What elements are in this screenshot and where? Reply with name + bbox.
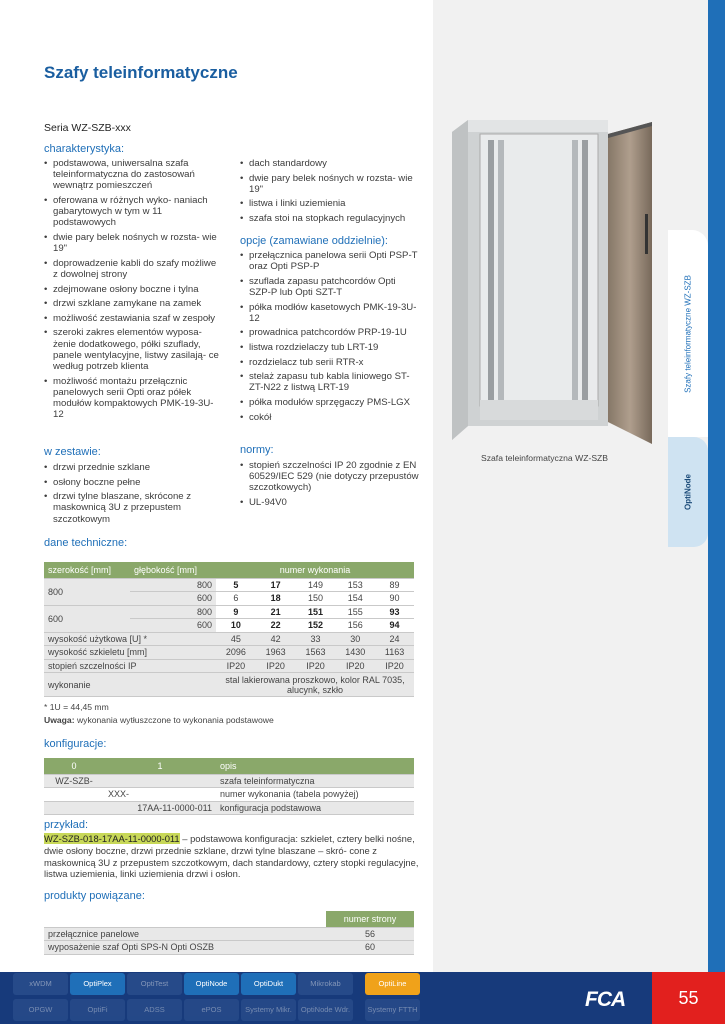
number-cell: 151	[296, 605, 336, 619]
list-item: • drzwi szklane zamykane na zamek	[44, 298, 222, 309]
cell: IP20	[375, 659, 414, 673]
section-example: przykład:	[44, 819, 89, 831]
row-label: wykonanie	[44, 673, 216, 697]
options-list	[240, 250, 420, 426]
cell: 45	[216, 632, 256, 646]
table-row	[44, 673, 414, 697]
number-cell: 153	[335, 578, 375, 592]
section-characteristics: charakterystyka:	[44, 143, 125, 155]
edge-strip	[708, 0, 725, 972]
th-col0: 0	[44, 758, 104, 774]
side-tab-category-label: Szafy teleinformatyczne WZ-SZB	[683, 274, 693, 393]
cell: IP20	[256, 659, 296, 673]
norms-list	[240, 460, 420, 512]
note-remark	[44, 715, 274, 725]
list-item: • szeroki zakres elementów wyposa- żenie dodatkowego, półki szuflady, panele wentylacyjne, listwy zasilają- ce według potrzeb klienta	[44, 327, 222, 372]
number-cell: 156	[335, 619, 375, 633]
cell: 42	[256, 632, 296, 646]
photo-caption: Szafa teleinformatyczna WZ-SZB	[481, 453, 609, 463]
th-page: numer strony	[326, 911, 414, 927]
th-col1: 1	[104, 758, 216, 774]
fca-logo: FCA	[585, 988, 626, 1011]
row-label: wysokość szkieletu [mm]	[44, 646, 216, 660]
cell: 2096	[216, 646, 256, 660]
list-item: • dwie pary belek nośnych w rozsta- wie 19"	[44, 232, 222, 254]
list-item: • prowadnica patchcordów PRP-19-1U	[240, 327, 420, 338]
table-row	[44, 927, 414, 941]
side-tab-brand[interactable]	[668, 437, 708, 547]
width-cell: 800	[44, 578, 130, 605]
number-cell: 152	[296, 619, 336, 633]
row-label: stopień szczelności IP	[44, 659, 216, 673]
list-item: • stopień szczelności IP 20 zgodnie z EN 60529/IEC 529 (nie dotyczy przepustów szczotkowych)	[240, 460, 420, 494]
example-paragraph	[44, 833, 420, 880]
related-page: 60	[326, 941, 414, 955]
cell: IP20	[216, 659, 256, 673]
number-cell: 94	[375, 619, 414, 633]
list-item: • listwa i linki uziemienia	[240, 198, 420, 209]
characteristics-list-right	[240, 158, 420, 228]
related-page: 56	[326, 927, 414, 941]
cell: 24	[375, 632, 414, 646]
example-text: – podstawowa konfiguracja: szkielet, cztery belki nośne, dwie osłony boczne, drzwi przednie szklane, drzwi tylne blaszane – skró- cone z maskownicą 3U z przepustem szczotkowym, dach standardowy, cztery stopki regulacyjne, listwa uziemienia, linki uziemienia drzwi i osłon.	[44, 833, 419, 880]
list-item: • szuflada zapasu patchcordów Opti SZP-P lub Opti SZT-T	[240, 276, 420, 298]
list-item: • dach standardowy	[240, 158, 420, 169]
number-cell: 89	[375, 578, 414, 592]
list-item: • dwie pary belek nośnych w rozsta- wie 19"	[240, 173, 420, 195]
related-table	[44, 911, 414, 955]
number-cell: 18	[256, 592, 296, 606]
row-label: wysokość użytkowa [U] *	[44, 632, 216, 646]
depth-cell: 800	[130, 578, 216, 592]
number-cell: 10	[216, 619, 256, 633]
cell: 1563	[296, 646, 336, 660]
cell: WZ-SZB-	[44, 774, 104, 788]
section-tech-data: dane techniczne:	[44, 537, 128, 549]
list-item: • możliwość montażu przełącznic panelowych serii Opti oraz półek modułów kompaktowych PMK-19-3U-12	[44, 376, 222, 421]
section-options: opcje (zamawiane oddzielnie):	[240, 235, 388, 247]
list-item: • drzwi przednie szklane	[44, 462, 222, 473]
number-cell: 21	[256, 605, 296, 619]
number-cell: 154	[335, 592, 375, 606]
section-norms: normy:	[240, 444, 274, 456]
number-cell: 5	[216, 578, 256, 592]
section-included: w zestawie:	[44, 446, 101, 458]
finish-cell	[216, 673, 414, 697]
list-item: • zdejmowane osłony boczne i tylna	[44, 284, 222, 295]
width-cell: 600	[44, 605, 130, 632]
example-code: WZ-SZB-018-17AA-11-0000-011	[44, 833, 180, 844]
note-remark-label: Uwaga:	[44, 715, 75, 725]
footer-nav-secondary-3[interactable]: ePOS	[184, 999, 239, 1021]
depth-cell: 800	[130, 605, 216, 619]
table-row	[44, 941, 414, 955]
list-item: • szafa stoi na stopkach regulacyjnych	[240, 213, 420, 224]
number-cell: 17	[256, 578, 296, 592]
footer-nav-secondary-2[interactable]: ADSS	[127, 999, 182, 1021]
number-cell: 22	[256, 619, 296, 633]
number-cell: 150	[296, 592, 336, 606]
cell: 30	[335, 632, 375, 646]
footer-nav-secondary-1[interactable]: OptiFi	[70, 999, 125, 1021]
list-item: • UL-94V0	[240, 497, 420, 508]
finish-line-2: alucynk, szkło	[286, 684, 344, 695]
table-row	[44, 774, 414, 788]
footer-nav-secondary-4[interactable]: Systemy Mikr.	[241, 999, 296, 1021]
number-cell: 6	[216, 592, 256, 606]
config-table	[44, 758, 414, 815]
section-related: produkty powiązane:	[44, 890, 145, 902]
list-item: • doprowadzenie kabli do szafy możliwe z dowolnej strony	[44, 258, 222, 280]
table-row	[44, 605, 414, 619]
list-item: • podstawowa, uniwersalna szafa teleinformatyczna do zastosowań wewnątrz pomieszczeń	[44, 158, 222, 192]
table-row	[44, 801, 414, 815]
footer-nav-secondary-6[interactable]: Systemy FTTH	[365, 999, 420, 1021]
note-unit: * 1U = 44,45 mm	[44, 702, 109, 712]
cell: 17AA-11-0000-011	[104, 801, 216, 815]
section-config: konfiguracje:	[44, 738, 107, 750]
cell: 1163	[375, 646, 414, 660]
list-item: • rozdzielacz tub serii RTR-x	[240, 357, 420, 368]
cell: numer wykonania (tabela powyżej)	[216, 788, 414, 802]
list-item: • listwa rozdzielaczy tub LRT-19	[240, 342, 420, 353]
table-row	[44, 646, 414, 660]
list-item: • półka modułów sprzęgaczy PMS-LGX	[240, 397, 420, 408]
table-row	[44, 578, 414, 592]
footer-nav-optiline[interactable]: OptiLine	[365, 973, 420, 995]
tech-data-table	[44, 562, 414, 697]
footer-nav-secondary-0[interactable]: OPGW	[13, 999, 68, 1021]
cell: IP20	[335, 659, 375, 673]
number-cell: 155	[335, 605, 375, 619]
list-item: • stelaż zapasu tub kabla liniowego ST-ZT-N22 z listwą LRT-19	[240, 371, 420, 393]
list-item: • oferowana w różnych wyko- naniach gabarytowych w tym w 11 podstawowych	[44, 195, 222, 229]
cell: 33	[296, 632, 336, 646]
depth-cell: 600	[130, 619, 216, 633]
list-item: • osłony boczne pełne	[44, 477, 222, 488]
th-number: numer wykonania	[216, 562, 414, 578]
table-row	[44, 632, 414, 646]
list-item: • możliwość zestawiania szaf w zespoły	[44, 313, 222, 324]
number-cell: 90	[375, 592, 414, 606]
th-width: szerokość [mm]	[44, 562, 130, 578]
cabinet-photo	[440, 114, 656, 444]
footer-nav-xwdm[interactable]: xWDM	[13, 973, 68, 995]
table-row	[44, 659, 414, 673]
number-cell: 9	[216, 605, 256, 619]
cell: szafa teleinformatyczna	[216, 774, 414, 788]
page-number: 55	[652, 972, 725, 1024]
side-tab-brand-label: OptiNode	[683, 474, 693, 510]
finish-line-1: stal lakierowana proszkowo, kolor RAL 7035,	[225, 674, 405, 685]
series-name: Seria WZ-SZB-xxx	[44, 122, 131, 134]
footer-nav-secondary-5[interactable]: OptiNode Wdr.	[298, 999, 353, 1021]
depth-cell: 600	[130, 592, 216, 606]
list-item: • drzwi tylne blaszane, skrócone z maskownicą 3U z przepustem szczotkowym	[44, 491, 222, 525]
cell: IP20	[296, 659, 336, 673]
characteristics-list-left	[44, 158, 222, 424]
related-name[interactable]: przełącznice panelowe	[44, 927, 326, 941]
included-list	[44, 462, 222, 528]
footer-nav-optitest[interactable]: OptiTest	[127, 973, 182, 995]
cell: XXX-	[104, 788, 216, 802]
number-cell: 149	[296, 578, 336, 592]
related-name[interactable]: wyposażenie szaf Opti SPS-N Opti OSZB	[44, 941, 326, 955]
note-remark-text: wykonania wytłuszczone to wykonania podstawowe	[74, 715, 274, 725]
th-desc: opis	[216, 758, 414, 774]
footer-nav-optidukt[interactable]: OptiDukt	[241, 973, 296, 995]
list-item: • cokół	[240, 412, 420, 423]
cell: 1430	[335, 646, 375, 660]
footer-nav-mikrokab[interactable]: Mikrokab	[298, 973, 353, 995]
th-depth: głębokość [mm]	[130, 562, 216, 578]
number-cell: 93	[375, 605, 414, 619]
page-title: Szafy teleinformatyczne	[44, 63, 238, 82]
cell: konfiguracja podstawowa	[216, 801, 414, 815]
list-item: • półka modłów kasetowych PMK-19-3U-12	[240, 302, 420, 324]
list-item: • przełącznica panelowa serii Opti PSP-T oraz Opti PSP-P	[240, 250, 420, 272]
footer-nav-optinode[interactable]: OptiNode	[184, 973, 239, 995]
table-row	[44, 788, 414, 802]
footer-nav-optiplex[interactable]: OptiPlex	[70, 973, 125, 995]
side-tab-category	[668, 230, 708, 437]
cell: 1963	[256, 646, 296, 660]
